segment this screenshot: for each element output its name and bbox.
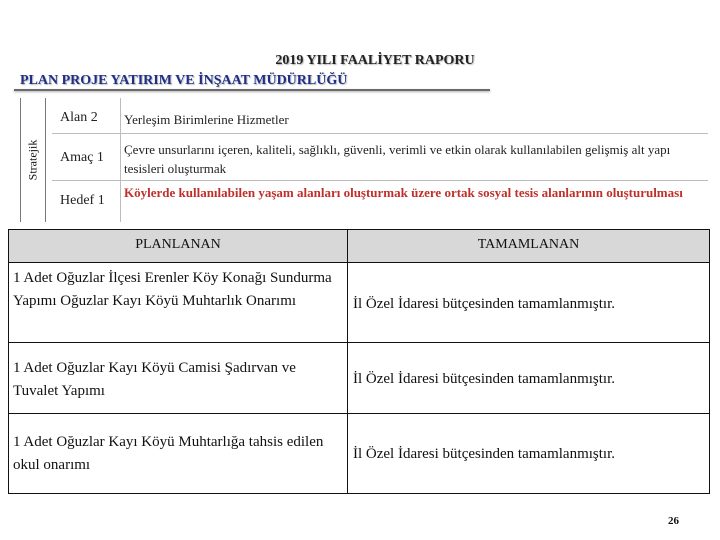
table-row-1-planned: 1 Adet Oğuzlar İlçesi Erenler Köy Konağı Sundurma Yapımı Oğuzlar Kayı Köyü Muhtarlık Onarımı <box>13 270 332 309</box>
report-title: 2019 YILI FAALİYET RAPORU <box>275 53 475 68</box>
strategy-row-divider <box>52 133 708 134</box>
strategy-row-area <box>52 110 708 132</box>
strategy-side-label <box>20 98 46 222</box>
strategy-key-goal: Amaç 1 <box>60 150 104 165</box>
strategy-row-goal <box>52 140 708 178</box>
table-row-divider <box>9 413 709 414</box>
page-number: 26 <box>668 515 679 527</box>
table-row-2-completed: İl Özel İdaresi bütçesinden tamamlanmıştır. <box>353 371 616 387</box>
table-row-2-planned: 1 Adet Oğuzlar Kayı Köyü Camisi Şadırvan ve Tuvalet Yapımı <box>13 360 296 399</box>
strategy-row-target <box>52 183 708 221</box>
table-row-1-completed: İl Özel İdaresi bütçesinden tamamlanmıştır. <box>353 296 616 312</box>
table-row-divider <box>9 342 709 343</box>
table-row-divider <box>9 262 709 263</box>
table-row-3-completed: İl Özel İdaresi bütçesinden tamamlanmıştır. <box>353 446 616 462</box>
header-completed: TAMAMLANAN <box>477 237 580 252</box>
strategy-value-goal: Çevre unsurlarını içeren, kaliteli, sağlıklı, güvenli, verimli ve etkin olarak kullanılabilen gelişmiş alt yapı tesisleri oluşturmak <box>124 142 671 176</box>
strategy-side-label-text: Stratejik <box>25 139 40 181</box>
strategy-value-area: Yerleşim Birimlerine Hizmetler <box>124 112 289 127</box>
table-column-divider <box>347 230 348 493</box>
title-divider <box>14 89 490 91</box>
strategy-key-target: Hedef 1 <box>60 193 105 208</box>
report-subtitle: PLAN PROJE YATIRIM VE İNŞAAT MÜDÜRLÜĞÜ <box>20 73 348 88</box>
plan-completion-table <box>8 229 710 494</box>
strategy-key-area: Alan 2 <box>60 110 98 125</box>
strategy-value-target: Köylerde kullanılabilen yaşam alanları oluşturmak üzere ortak sosyal tesis alanlarının oluşturulması <box>124 185 683 200</box>
table-row-3-planned: 1 Adet Oğuzlar Kayı Köyü Muhtarlığa tahsis edilen okul onarımı <box>13 434 324 473</box>
header-planned: PLANLANAN <box>135 237 221 252</box>
strategy-row-divider <box>52 180 708 181</box>
